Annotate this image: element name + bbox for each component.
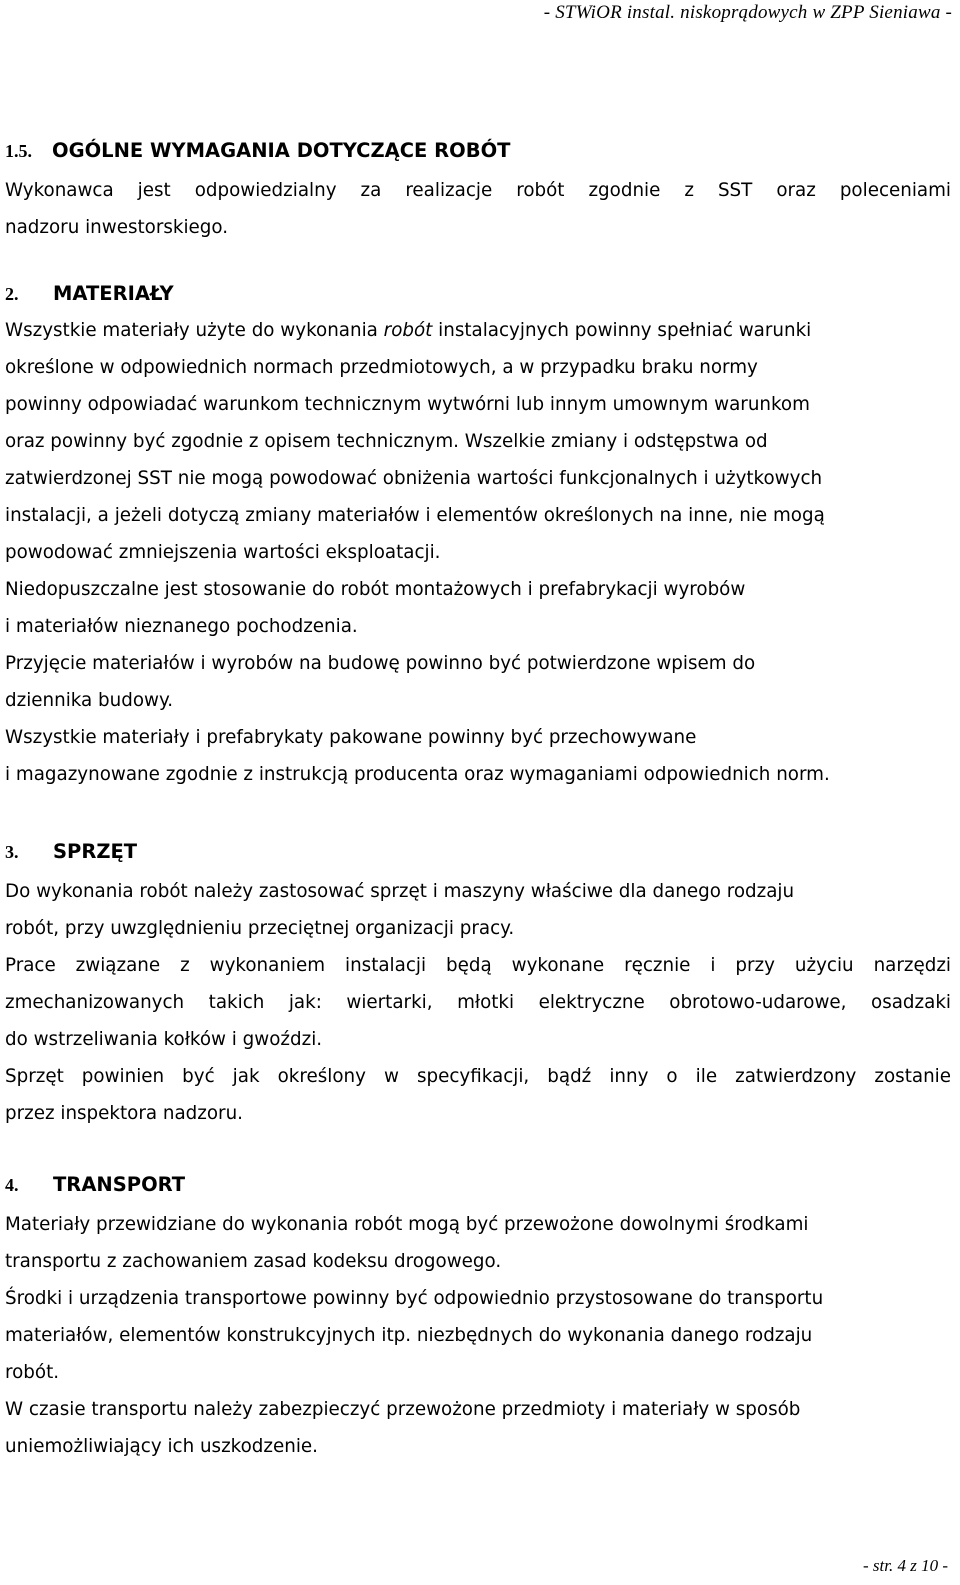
paragraph-line: robót. xyxy=(5,1362,60,1383)
section-materials xyxy=(5,281,951,793)
paragraph-line: zatwierdzonej SST nie mogą powodować obniżenia wartości funkcjonalnych i użytkowych xyxy=(5,468,823,489)
section-number: 2. xyxy=(5,284,19,304)
section-title: SPRZĘT xyxy=(53,840,138,863)
section-number: 1.5. xyxy=(5,141,32,161)
section-heading xyxy=(5,1172,951,1198)
text-run: Wszystkie materiały użyte do wykonania xyxy=(5,320,384,341)
section-equipment xyxy=(5,839,951,1132)
paragraph-line: oraz powinny być zgodnie z opisem technicznym. Wszelkie zmiany i odstępstwa od xyxy=(5,431,768,452)
paragraph-line: zmechanizowanych takich jak: wiertarki, młotki elektryczne obrotowo-udarowe, osadzaki xyxy=(5,992,951,1013)
section-general-requirements xyxy=(5,138,951,246)
section-heading xyxy=(5,281,951,307)
section-number: 4. xyxy=(5,1175,19,1195)
section-title: TRANSPORT xyxy=(53,1173,186,1196)
paragraph-line: robót, przy uwzględnieniu przeciętnej organizacji pracy. xyxy=(5,918,515,939)
section-body xyxy=(5,312,951,793)
section-transport xyxy=(5,1172,951,1465)
section-number: 3. xyxy=(5,842,19,862)
text-run: instalacyjnych powinny spełniać warunki xyxy=(432,320,812,341)
section-title: MATERIAŁY xyxy=(53,282,174,305)
paragraph-line: powinny odpowiadać warunkom technicznym wytwórni lub innym umownym warunkom xyxy=(5,394,810,415)
paragraph-line: uniemożliwiający ich uszkodzenie. xyxy=(5,1436,318,1457)
paragraph-line: Prace związane z wykonaniem instalacji będą wykonane ręcznie i przy użyciu narzędzi xyxy=(5,955,951,976)
paragraph-line xyxy=(5,312,951,349)
section-body xyxy=(5,1206,951,1465)
paragraph-line: i materiałów nieznanego pochodzenia. xyxy=(5,616,358,637)
section-title: OGÓLNE WYMAGANIA DOTYCZĄCE ROBÓT xyxy=(52,139,511,162)
paragraph-line: dziennika budowy. xyxy=(5,690,174,711)
paragraph-line: instalacji, a jeżeli dotyczą zmiany materiałów i elementów określonych na inne, nie mogą xyxy=(5,505,825,526)
page-number-footer: - str. 4 z 10 - xyxy=(862,1556,948,1575)
paragraph-line: W czasie transportu należy zabezpieczyć przewożone przedmioty i materiały w sposób xyxy=(5,1399,801,1420)
section-body xyxy=(5,873,951,1132)
paragraph-line: materiałów, elementów konstrukcyjnych itp. niezbędnych do wykonania danego rodzaju xyxy=(5,1325,813,1346)
emphasis-text: robót xyxy=(383,320,433,341)
paragraph-line: Środki i urządzenia transportowe powinny być odpowiednio przystosowane do transportu xyxy=(5,1288,824,1309)
paragraph-line: określone w odpowiednich normach przedmiotowych, a w przypadku braku normy xyxy=(5,357,758,378)
paragraph-line: Przyjęcie materiałów i wyrobów na budowę powinno być potwierdzone wpisem do xyxy=(5,653,756,674)
paragraph-line: Do wykonania robót należy zastosować sprzęt i maszyny właściwe dla danego rodzaju xyxy=(5,881,795,902)
paragraph-line: transportu z zachowaniem zasad kodeksu drogowego. xyxy=(5,1251,502,1272)
paragraph-line: Wykonawca jest odpowiedzialny za realizacje robót zgodnie z SST oraz poleceniami xyxy=(5,180,951,201)
paragraph-line: Wszystkie materiały i prefabrykaty pakowane powinny być przechowywane xyxy=(5,727,697,748)
section-body xyxy=(5,172,951,246)
paragraph-line: Niedopuszczalne jest stosowanie do robót montażowych i prefabrykacji wyrobów xyxy=(5,579,746,600)
paragraph-line: do wstrzeliwania kołków i gwoździ. xyxy=(5,1029,323,1050)
section-heading xyxy=(5,138,951,164)
paragraph-line: i magazynowane zgodnie z instrukcją producenta oraz wymaganiami odpowiednich norm. xyxy=(5,764,830,785)
paragraph-line: powodować zmniejszenia wartości eksploatacji. xyxy=(5,542,441,563)
paragraph-line: nadzoru inwestorskiego. xyxy=(5,217,229,238)
running-header: - STWiOR instal. niskoprądowych w ZPP Sieniawa - xyxy=(543,2,952,23)
section-heading xyxy=(5,839,951,865)
paragraph-line: Materiały przewidziane do wykonania robót mogą być przewożone dowolnymi środkami xyxy=(5,1214,809,1235)
paragraph-line: przez inspektora nadzoru. xyxy=(5,1103,243,1124)
paragraph-line: Sprzęt powinien być jak określony w specyfikacji, bądź inny o ile zatwierdzony zostanie xyxy=(5,1066,951,1087)
